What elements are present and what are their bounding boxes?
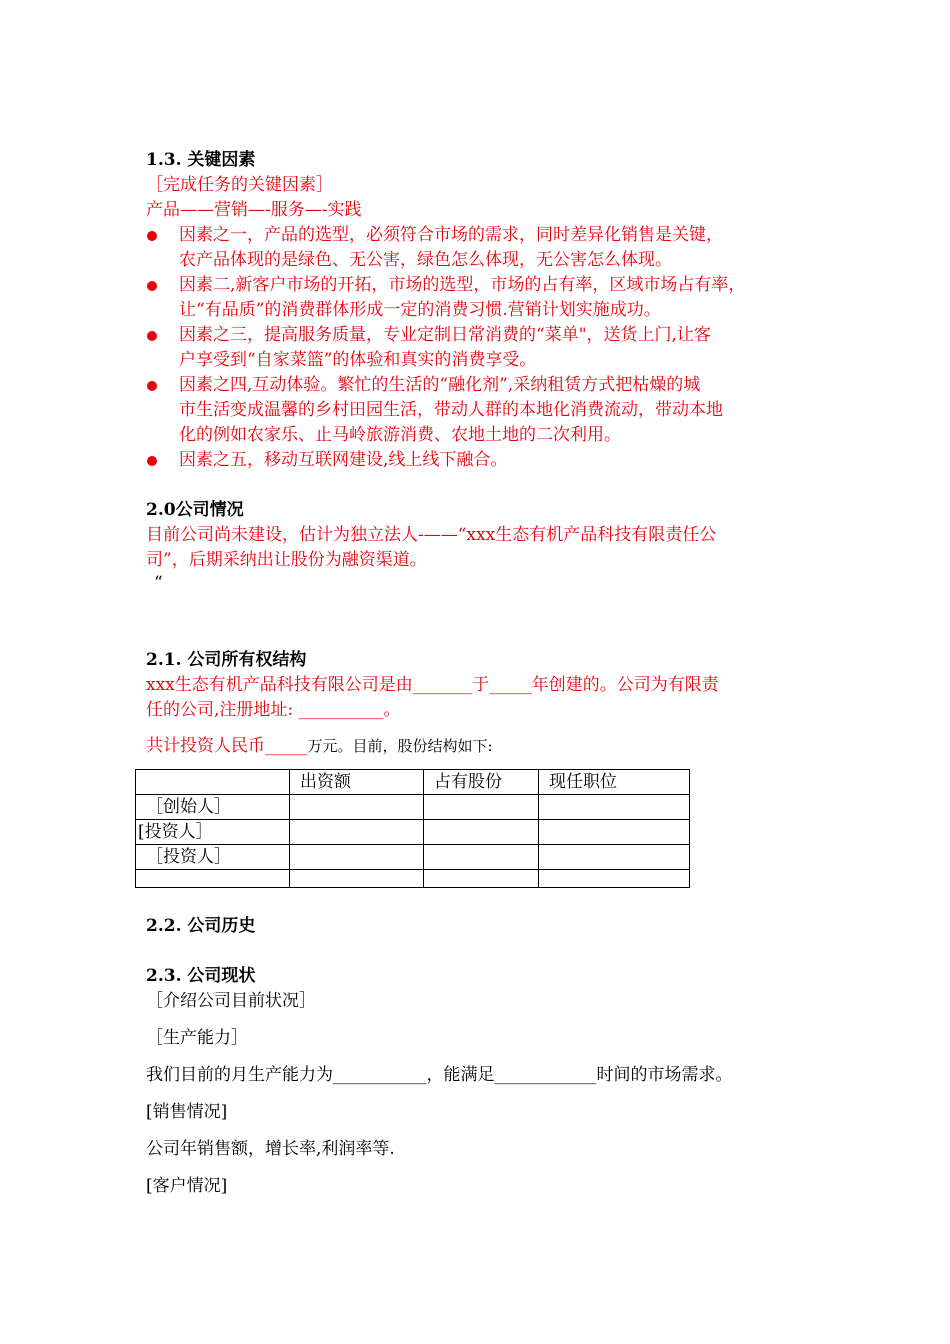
bullet-dot-icon xyxy=(147,281,157,291)
section-2-1-line: xxx生态有机产品科技有限公司是由_______于_____年创建的。公司为有限责 xyxy=(146,675,719,695)
table-cell xyxy=(136,870,290,888)
factor-line: 市生活变成温馨的乡村田园生活，带动人群的本地化消费流动，带动本地 xyxy=(179,400,723,420)
table-cell xyxy=(539,820,690,845)
section-1-3-chain: 产品——营销—-服务—-实践 xyxy=(146,200,362,220)
table-header-row xyxy=(136,770,690,795)
section-2-0-line: 司”，后期采纳出让股份为融资渠道。 xyxy=(146,550,427,570)
section-1-3-title: 1.3. 关键因素 xyxy=(146,150,256,170)
investment-black-text: 万元。目前，股份结构如下: xyxy=(307,737,493,755)
table-cell xyxy=(290,845,424,870)
list-item xyxy=(146,373,826,448)
factor-line: 因素之四,互动体验。繁忙的生活的“融化剂”,采纳租赁方式把枯燥的城 xyxy=(179,375,701,395)
table-cell xyxy=(424,870,539,888)
document-page xyxy=(138,148,826,1199)
table-cell xyxy=(539,870,690,888)
section-2-1-line: 任的公司,注册地址: __________。 xyxy=(146,700,401,720)
table-cell xyxy=(290,795,424,820)
section-1-3-subtitle: ［完成任务的关键因素］ xyxy=(146,175,333,195)
customer-label: [客户情况] xyxy=(146,1176,228,1196)
table-cell xyxy=(424,845,539,870)
factor-line: 因素之一，产品的选型，必须符合市场的需求，同时差异化销售是关键， xyxy=(179,225,723,245)
section-2-0-line: 目前公司尚未建设，估计为独立法人-——“xxx生态有机产品科技有限责任公 xyxy=(146,525,717,545)
bullet-dot-icon xyxy=(147,381,157,391)
sales-text: 公司年销售额，增长率,利润率等. xyxy=(146,1139,395,1159)
factor-line: 户享受到“自家菜篮”的体验和真实的消费享受。 xyxy=(179,350,537,370)
factor-line: 因素二,新客户市场的开拓，市场的选型，市场的占有率，区域市场占有率， xyxy=(179,275,746,295)
key-factors-list xyxy=(146,223,826,473)
ownership-table xyxy=(135,769,690,888)
bullet-dot-icon xyxy=(147,456,157,466)
section-2-0-title: 2.0公司情况 xyxy=(146,500,244,520)
table-header-cell xyxy=(136,770,290,795)
table-cell: [投资人］ xyxy=(136,820,290,845)
section-2-2-title: 2.2. 公司历史 xyxy=(146,916,256,936)
list-item xyxy=(146,273,826,323)
table-row xyxy=(136,845,690,870)
factor-line: 因素之三，提高服务质量，专业定制日常消费的“菜单"，送货上门,让客 xyxy=(179,325,711,345)
table-header-cell: 出资额 xyxy=(290,770,424,795)
investment-line xyxy=(146,734,826,759)
table-row xyxy=(136,870,690,888)
factor-line: 农产品体现的是绿色、无公害，绿色怎么体现，无公害怎么体现。 xyxy=(179,250,672,270)
section-2-1-title: 2.1. 公司所有权结构 xyxy=(146,650,307,670)
section-2-3-title: 2.3. 公司现状 xyxy=(146,966,256,986)
company-status-intro: ［介绍公司目前状况］ xyxy=(146,991,316,1011)
table-cell: ［创始人］ xyxy=(136,795,290,820)
bullet-dot-icon xyxy=(147,231,157,241)
table-cell xyxy=(290,820,424,845)
table-cell: ［投资人］ xyxy=(136,845,290,870)
list-item xyxy=(146,448,826,473)
capacity-label: ［生产能力］ xyxy=(146,1028,248,1048)
table-cell xyxy=(424,820,539,845)
bullet-dot-icon xyxy=(147,331,157,341)
table-row xyxy=(136,795,690,820)
table-cell xyxy=(539,845,690,870)
table-header-cell: 占有股份 xyxy=(424,770,539,795)
investment-red-text: 共计投资人民币_____ xyxy=(146,736,308,756)
table-row xyxy=(136,820,690,845)
table-cell xyxy=(424,795,539,820)
stray-quote: “ xyxy=(154,573,163,593)
table-cell xyxy=(290,870,424,888)
list-item xyxy=(146,323,826,373)
table-header-cell: 现任职位 xyxy=(539,770,690,795)
table-cell xyxy=(539,795,690,820)
factor-line: 因素之五，移动互联网建设,线上线下融合。 xyxy=(179,450,508,470)
list-item xyxy=(146,223,826,273)
factor-line: 化的例如农家乐、止马岭旅游消费、农地土地的二次利用。 xyxy=(179,425,621,445)
sales-label: [销售情况] xyxy=(146,1102,228,1122)
factor-line: 让“有品质”的消费群体形成一定的消费习惯.营销计划实施成功。 xyxy=(179,300,661,320)
capacity-text: 我们目前的月生产能力为___________，能满足____________时间的市场需求。 xyxy=(146,1065,733,1085)
